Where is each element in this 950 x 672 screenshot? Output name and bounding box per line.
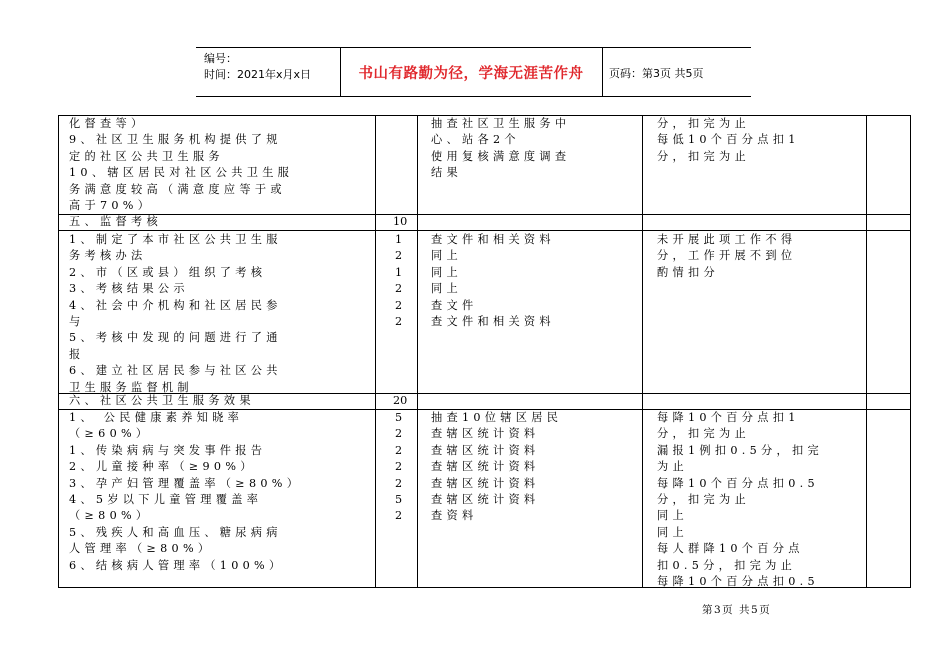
cell-line: 同上 <box>431 249 462 263</box>
cell-line: 同上 <box>431 282 462 296</box>
cell-line: 卫生服务监督机制 <box>69 380 193 394</box>
column-divider <box>375 116 376 587</box>
section6-score: 20 <box>393 394 408 407</box>
row3-score-cell <box>395 410 402 525</box>
cell-line: 同上 <box>431 265 462 279</box>
row3-standard-cell <box>657 410 823 590</box>
cell-line: 定的社区公共卫生服务 <box>69 149 224 163</box>
cell-line: 1 <box>395 265 403 279</box>
cell-line: 查辖区统计资料 <box>431 443 540 457</box>
time-label: 时间：2021年x月x日 <box>204 68 312 81</box>
cell-line: 同上 <box>657 525 688 539</box>
column-divider <box>417 116 418 587</box>
cell-line: 5 <box>395 492 403 506</box>
cell-line: 扣0.5分，扣完为止 <box>657 558 797 572</box>
cell-line: 1、传染病病与突发事件报告 <box>69 443 267 457</box>
cell-line: 酌情扣分 <box>657 265 719 279</box>
cell-line: 分，工作开展不到位 <box>657 249 797 263</box>
column-divider <box>866 116 867 587</box>
cell-line: 务考核办法 <box>69 249 147 263</box>
cell-line: （≥60%） <box>69 427 152 441</box>
cell-line: 1、制定了本市社区公共卫生服 <box>69 233 282 246</box>
cell-line: 化督查等） <box>69 117 147 130</box>
cell-line: 查辖区统计资料 <box>431 492 540 506</box>
cell-line: 同上 <box>657 509 688 523</box>
cell-line: 9、社区卫生服务机构提供了规 <box>69 133 282 147</box>
cell-line: 查文件和相关资料 <box>431 233 555 246</box>
row2-score-cell <box>395 232 402 330</box>
cell-line: 抽查10位辖区居民 <box>431 411 563 424</box>
header-meta <box>204 51 311 83</box>
row2-method-cell <box>431 232 555 330</box>
cell-line: 2 <box>395 427 403 441</box>
row1-standard-cell <box>657 116 800 165</box>
cell-line: 6、结核病人管理率（100%） <box>69 558 285 572</box>
cell-line: 2、儿童接种率（≥90%） <box>69 460 256 474</box>
cell-line: 6、建立社区居民参与社区公共 <box>69 364 282 378</box>
page-footer: 第3页 共5页 <box>702 604 772 616</box>
cell-line: 2 <box>395 282 403 296</box>
cell-line: 10、辖区居民对社区公共卫生服 <box>69 166 294 180</box>
cell-line: 5、残疾人和高血压、糖尿病病 <box>69 525 282 539</box>
cell-line: 分，扣完为止 <box>657 427 750 441</box>
column-divider <box>642 116 643 587</box>
cell-line: 抽查社区卫生服务中 <box>431 117 571 130</box>
cell-line: 结果 <box>431 166 462 180</box>
cell-line: 2 <box>395 249 403 263</box>
row-divider <box>59 230 910 231</box>
cell-line: 1 <box>395 233 403 246</box>
cell-line: 高于70%） <box>69 198 154 212</box>
cell-line: 3、考核结果公示 <box>69 282 189 296</box>
cell-line: 务满意度较高（满意度应等于或 <box>69 182 286 196</box>
header-page-code: 页码：第3页 共5页 <box>609 67 704 80</box>
cell-line: 2 <box>395 298 403 312</box>
row2-item-cell <box>69 232 282 396</box>
row1-method-cell <box>431 116 570 182</box>
cell-line: 报 <box>69 347 85 361</box>
cell-line: 查文件 <box>431 298 478 312</box>
cell-line: 查文件和相关资料 <box>431 314 555 328</box>
row1-item-cell <box>69 116 293 214</box>
cell-line: 2 <box>395 460 403 474</box>
document-header <box>196 47 751 97</box>
cell-line: 3、孕产妇管理覆盖率（≥80%） <box>69 476 303 490</box>
cell-line: 查辖区统计资料 <box>431 460 540 474</box>
cell-line: 分，扣完为止 <box>657 117 750 130</box>
cell-line: 心、站各2个 <box>431 133 520 147</box>
cell-line: 4、5岁以下儿童管理覆盖率 <box>69 492 263 506</box>
cell-line: 使用复核满意度调查 <box>431 149 571 163</box>
cell-line: 4、社会中介机构和社区居民参 <box>69 298 282 312</box>
section6-title: 六、社区公共卫生服务效果 <box>69 394 255 407</box>
row3-item-cell <box>69 410 302 574</box>
row2-standard-cell <box>657 232 796 281</box>
cell-line: 每降10个百分点扣1 <box>657 411 800 424</box>
serial-label: 编号： <box>204 52 237 65</box>
row3-method-cell <box>431 410 562 525</box>
cell-line: 每降10个百分点扣0.5 <box>657 476 819 490</box>
cell-line: 2 <box>395 476 403 490</box>
cell-line: 分，扣完为止 <box>657 149 750 163</box>
cell-line: 漏报1例扣0.5分，扣完 <box>657 443 824 457</box>
header-motto: 书山有路勤为径，学海无涯苦作舟 <box>358 66 584 82</box>
cell-line: 未开展此项工作不得 <box>657 233 797 246</box>
cell-line: 查辖区统计资料 <box>431 476 540 490</box>
cell-line: 每降10个百分点扣0.5 <box>657 574 819 588</box>
section5-score: 10 <box>393 215 408 228</box>
section5-title: 五、监督考核 <box>69 215 162 228</box>
cell-line: 2 <box>395 509 403 523</box>
cell-line: 2、市（区或县）组织了考核 <box>69 265 267 279</box>
cell-line: 5、考核中发现的问题进行了通 <box>69 331 282 345</box>
cell-line: 分，扣完为止 <box>657 492 750 506</box>
cell-line: （≥80%） <box>69 509 152 523</box>
cell-line: 查资料 <box>431 509 478 523</box>
cell-line: 每人群降10个百分点 <box>657 542 804 556</box>
cell-line: 每低10个百分点扣1 <box>657 133 800 147</box>
cell-line: 2 <box>395 314 403 328</box>
cell-line: 人管理率（≥80%） <box>69 542 214 556</box>
cell-line: 查辖区统计资料 <box>431 427 540 441</box>
cell-line: 1、 公民健康素养知晓率 <box>69 411 244 424</box>
assessment-table <box>58 115 911 588</box>
cell-line: 5 <box>395 411 403 424</box>
header-divider <box>602 48 603 96</box>
cell-line: 2 <box>395 443 403 457</box>
cell-line: 与 <box>69 314 85 328</box>
cell-line: 为止 <box>657 460 688 474</box>
